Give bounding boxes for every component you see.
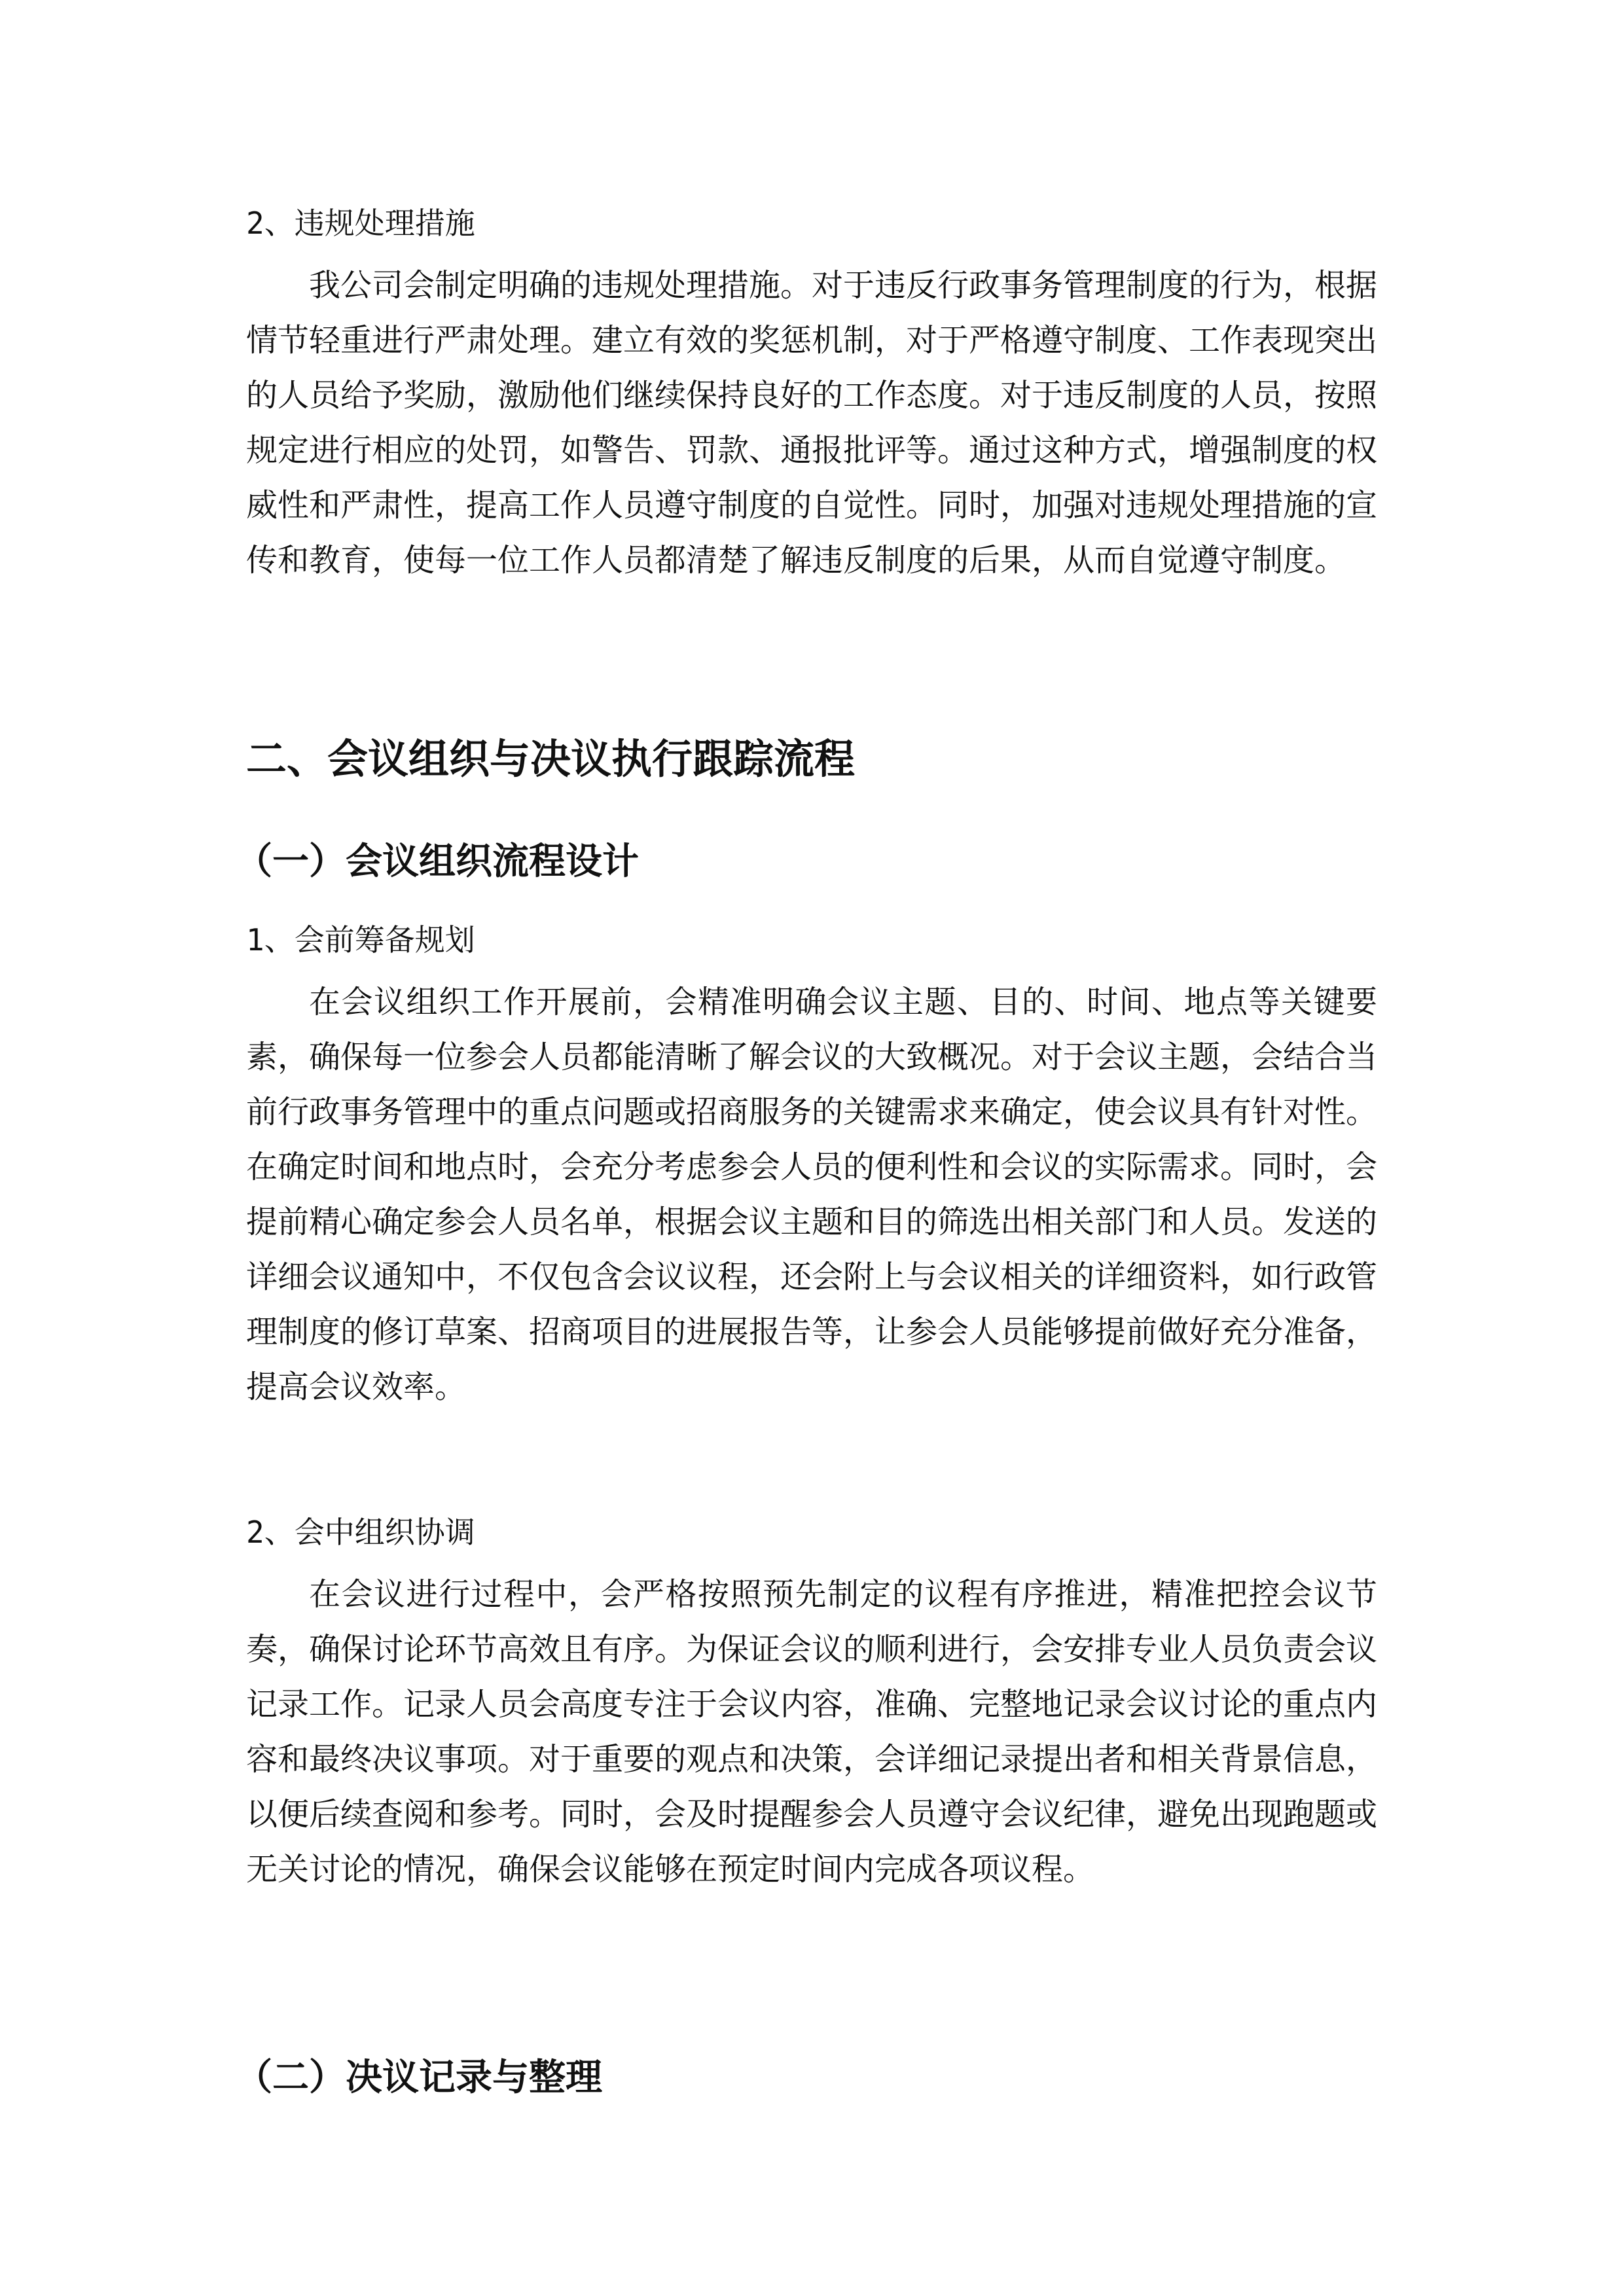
- section-title-resolution-records: （二）决议记录与整理: [236, 2056, 602, 2099]
- violation-paragraph: 我公司会制定明确的违规处理措施。对于违反行政事务管理制度的行为，根据情节轻重进行严肃处理。建立有效的奖惩机制，对于严格遵守制度、工作表现突出的人员给予奖励，激励他们继续保持良好的工作态度。对于违反制度的人员，按照规定进行相应的处罚，如警告、罚款、通报批评等。通过这种方式，增强制度的权威性和严肃性，提高工作人员遵守制度的自觉性。同时，加强对违规处理措施的宣传和教育，使每一位工作人员都清楚了解违反制度的后果，从而自觉遵守制度。: [246, 267, 1378, 579]
- section-title-meeting-organization: （一）会议组织流程设计: [236, 840, 639, 883]
- prep-paragraph: 在会议组织工作开展前，会精准明确会议主题、目的、时间、地点等关键要素，确保每一位参会人员都能清晰了解会议的大致概况。对于会议主题，会结合当前行政事务管理中的重点问题或招商服务的关键需求来确定，使会议具有针对性。在确定时间和地点时，会充分考虑参会人员的便利性和会议的实际需求。同时，会提前精心确定参会人员名单，根据会议主题和目的筛选出相关部门和人员。发送的详细会议通知中，不仅包含会议议程，还会附上与会议相关的详细资料，如行政管理制度的修订草案、招商项目的进展报告等，让参会人员能够提前做好充分准备，提高会议效率。: [246, 984, 1378, 1405]
- chapter-title: 二、会议组织与决议执行跟踪流程: [246, 735, 856, 783]
- prep-heading: 1、会前筹备规划: [246, 922, 475, 958]
- during-paragraph: 在会议进行过程中，会严格按照预先制定的议程有序推进，精准把控会议节奏，确保讨论环节高效且有序。为保证会议的顺利进行，会安排专业人员负责会议记录工作。记录人员会高度专注于会议内容，准确、完整地记录会议讨论的重点内容和最终决议事项。对于重要的观点和决策，会详细记录提出者和相关背景信息，以便后续查阅和参考。同时，会及时提醒参会人员遵守会议纪律，避免出现跑题或无关讨论的情况，确保会议能够在预定时间内完成各项议程。: [246, 1576, 1378, 1888]
- violation-heading: 2、违规处理措施: [246, 206, 475, 241]
- during-heading: 2、会中组织协调: [246, 1515, 475, 1550]
